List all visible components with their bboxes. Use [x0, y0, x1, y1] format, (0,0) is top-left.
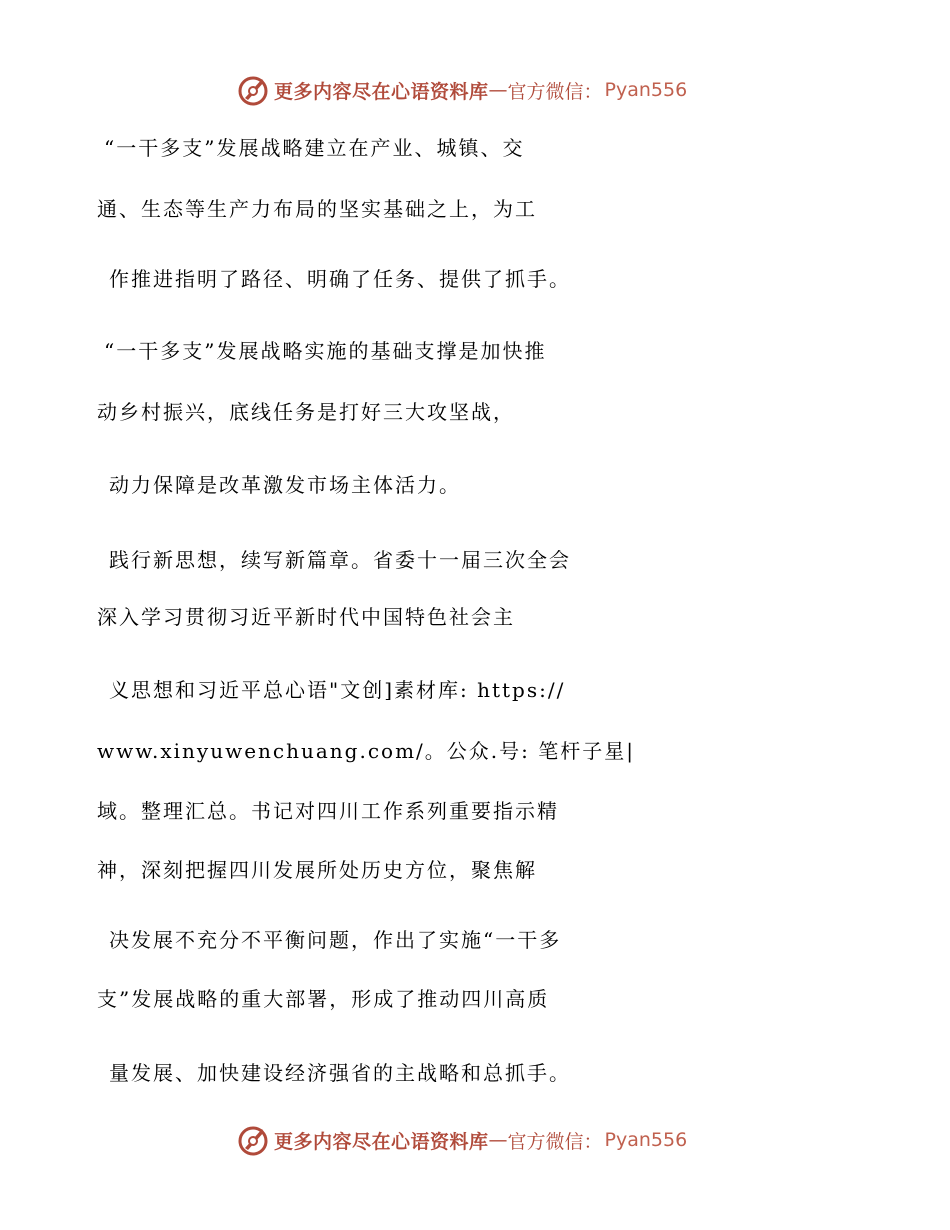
banner-dash: —	[488, 1129, 508, 1151]
text-line: 作推进指明了路径、明确了任务、提供了抓手。	[109, 267, 571, 291]
text-line: 量发展、加快建设经济强省的主战略和总抓手。	[109, 1061, 571, 1085]
banner-handle: Pyan556	[604, 79, 688, 101]
text-line: “一干多支”发展战略实施的基础支撑是加快推	[104, 339, 547, 363]
text-line: www.xinyuwenchuang.com/。公众.号: 笔杆子星|	[97, 739, 635, 763]
quill-logo-icon	[236, 73, 270, 107]
text-line: “一干多支”发展战略建立在产业、城镇、交	[104, 136, 525, 160]
text-line: 义思想和习近平总心语"文创]素材库: https://	[109, 678, 566, 702]
text-line: 域。整理汇总。书记对四川工作系列重要指示精	[97, 799, 559, 823]
banner-wechat-label: 官方微信：	[507, 1130, 603, 1153]
text-line: 决发展不充分不平衡问题，作出了实施“一干多	[109, 928, 562, 952]
banner-brand: 更多内容尽在心语资料库	[274, 1130, 489, 1153]
quill-logo-icon	[236, 1123, 270, 1157]
text-line: 通、生态等生产力布局的坚实基础之上，为工	[97, 197, 537, 221]
header-watermark	[236, 72, 687, 108]
text-line: 神，深刻把握四川发展所处历史方位，聚焦解	[97, 858, 537, 882]
text-line: 动力保障是改革激发市场主体活力。	[109, 473, 461, 497]
text-line: 动乡村振兴，底线任务是打好三大攻坚战，	[97, 400, 515, 424]
banner-brand: 更多内容尽在心语资料库	[274, 80, 489, 103]
footer-watermark	[236, 1122, 687, 1158]
banner-dash: —	[488, 79, 508, 101]
text-line: 深入学习贯彻习近平新时代中国特色社会主	[97, 605, 515, 629]
banner-wechat-label: 官方微信：	[507, 80, 603, 103]
text-line: 践行新思想，续写新篇章。省委十一届三次全会	[109, 548, 571, 572]
banner-handle: Pyan556	[604, 1129, 688, 1151]
text-line: 支”发展战略的重大部署，形成了推动四川高质	[97, 987, 550, 1011]
